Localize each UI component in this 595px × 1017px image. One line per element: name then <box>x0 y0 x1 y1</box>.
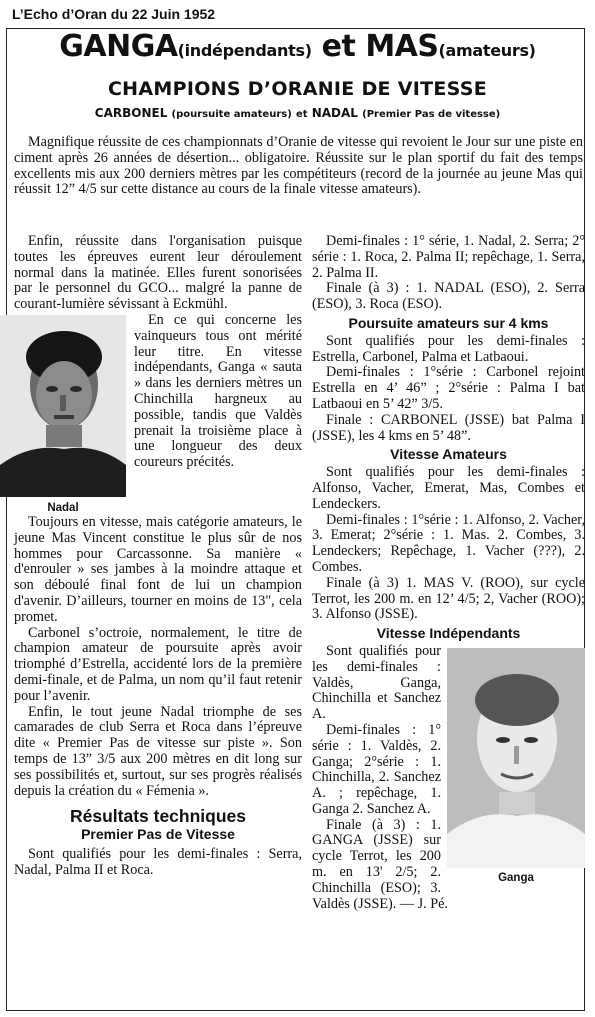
intro-paragraph <box>14 135 583 198</box>
headline-name-ganga: GANGA <box>59 29 178 64</box>
section-heading-poursuite: Poursuite amateurs sur 4 kms <box>348 314 549 331</box>
photo-nadal-caption: Nadal <box>47 501 79 514</box>
headline-name-carbonel: CARBONEL <box>94 106 168 120</box>
headline-third-line <box>6 106 589 120</box>
headline-qualifier-premier-pas: (Premier Pas de vitesse) <box>362 109 501 120</box>
headline-qualifier-poursuite: (poursuite amateurs) <box>171 109 292 120</box>
right-column <box>312 234 585 912</box>
left-column <box>14 234 302 879</box>
section-heading-vitesse-amateurs: Vitesse Amateurs <box>390 446 507 463</box>
results-heading: Résultats techniques <box>69 806 247 827</box>
right-paragraph-4: Demi-finales : 1°série : Carbonel rejoint Estrella en 4’ 46” ; 2°série : Palma I bat Latbaoui en 5’ 42” 3/5. <box>312 364 585 412</box>
headline-conjunction: et <box>321 29 356 64</box>
photo-nadal-block <box>0 315 126 515</box>
right-paragraph-10: Demi-finales : 1° série : 1. Valdès, 2. Ganga; 2°série : 1. Chinchilla, 2. Sanchez A. ; repêchage, 1. Ganga 2. Sanchez A. <box>312 721 441 817</box>
left-paragraph-4: Carbonel s’octroie, normalement, le titre de champion amateur de poursuite après avoir triomphé d’Estrella, accidenté lors de la première demi-finale, et de Palma, un nom qu’il faut retenir pour l’avenir. <box>14 624 302 704</box>
photo-ganga <box>447 648 585 868</box>
portrait-ganga-image <box>447 648 585 868</box>
headline-main <box>6 29 589 64</box>
section-heading-vitesse-independants: Vitesse Indépendants <box>376 625 521 642</box>
photo-nadal <box>0 315 126 497</box>
headline-qualifier-amateurs: (amateurs) <box>438 41 536 60</box>
right-paragraph-3: Sont qualifiés pour les demi-finales : Estrella, Carbonel, Palma et Latbaoui. <box>312 332 585 365</box>
right-paragraph-11: Finale (à 3) : 1. GANGA (JSSE) sur cycle Terrot, les 200 m. en 13' 2/5; 2. Chinchilla (ESO); 3. Valdès (JSSE). — J. Pé. <box>312 816 448 912</box>
headline-name-mas: MAS <box>365 29 439 64</box>
right-paragraph-8: Finale (à 3) 1. MAS V. (ROO), sur cycle Terrot, les 200 m. en 12’ 4/5; 2, Vacher (ROO); 3. Alfonso (JSSE). <box>312 574 585 623</box>
headline-subtitle: CHAMPIONS D’ORANIE DE VITESSE <box>107 78 488 100</box>
right-paragraph-1: Demi-finales : 1° série, 1. Nadal, 2. Serra; 2° série : 1. Roca, 2. Palma II; repêchage, 1. Serra, 2. Palma II. <box>312 233 585 281</box>
left-paragraph-6: Sont qualifiés pour les demi-finales : Serra, Nadal, Palma II et Roca. <box>14 845 302 878</box>
intro-text: Magnifique réussite de ces championnats d’Oranie de vitesse qui revoient le Jour sur une piste en ciment après 26 années de désertion... obligatoire. Réussite sur le plan sportif du fait des temps excellents mis aux 200 derniers mètres par les compétiteurs (record de la journée au jeune Mas qui réussit 12” 4/5 sur cette distance au cours de la finale vitesse amateurs). <box>14 134 583 198</box>
right-paragraph-7: Demi-finales : 1°série : 1. Alfonso, 2. Vacher, 3. Emerat; 2°série : 1. Mas. 2. Combes, 3. Lendeckers; Repêchage, 1. Vacher (???), 2. Combes. <box>312 511 585 575</box>
headline-third-conjunction: et <box>295 109 308 120</box>
headline-qualifier-independants: (indépendants) <box>177 41 312 60</box>
left-paragraph-1: Enfin, réussite dans l'organisation puisque toutes les épreuves eurent leur déroulement normal dans la matinée. Elles furent sonorisées par le personnel du GCO... malgré la panne de courant-lumière sévissant à Eckmühl. <box>14 233 302 313</box>
right-paragraph-9: Sont qualifiés pour les demi-finales : Valdès, Ganga, Chinchilla et Sanchez A. <box>312 642 441 723</box>
headline-name-nadal: NADAL <box>311 106 358 120</box>
portrait-nadal-image <box>0 315 126 497</box>
left-paragraph-2: En ce qui concerne les vainqueurs tous ont mérité leur titre. En vitesse indépendants, Ganga « sauta » dans les derniers mètres un Chinchilla hargneux au possible, tandis que Valdès prenait la troisième place à une longueur des deux coureurs précités. <box>134 311 302 471</box>
left-paragraph-5: Enfin, le tout jeune Nadal triomphe de ses camarades de club Serra et Roca dans l’épreuve dite « Premier Pas de vitesse sur piste ». Son temps de 13” 3/5 aux 200 mètres en dit long sur ses possibilités et, surtout, sur ses progrès réalisés depuis la création du « Fémenia ». <box>14 703 302 799</box>
results-subheading: Premier Pas de Vitesse <box>81 826 235 843</box>
left-paragraph-3: Toujours en vitesse, mais catégorie amateurs, le jeune Mas Vincent constitue le plus sûr de nos hommes pour Carcassonne. Sa manière « d'enrouler » ses jambes à la moindre attaque et son déboulé final font de lui un champion d'avenir. D’ailleurs, tourner en moins de 13", cela promet. <box>14 513 302 625</box>
right-paragraph-6: Sont qualifiés pour les demi-finales : Alfonso, Vacher, Emerat, Mas, Combes et Lendeckers. <box>312 464 585 512</box>
photo-ganga-block <box>447 648 585 886</box>
photo-ganga-caption: Ganga <box>498 871 534 884</box>
newspaper-source-line: L’Echo d’Oran du 22 Juin 1952 <box>12 6 216 22</box>
right-paragraph-2: Finale (à 3) : 1. NADAL (ESO), 2. Serra (ESO), 3. Roca (ESO). <box>312 280 585 313</box>
right-paragraph-5: Finale : CARBONEL (JSSE) bat Palma I (JSSE), les 4 kms en 5’ 48”. <box>312 411 585 444</box>
